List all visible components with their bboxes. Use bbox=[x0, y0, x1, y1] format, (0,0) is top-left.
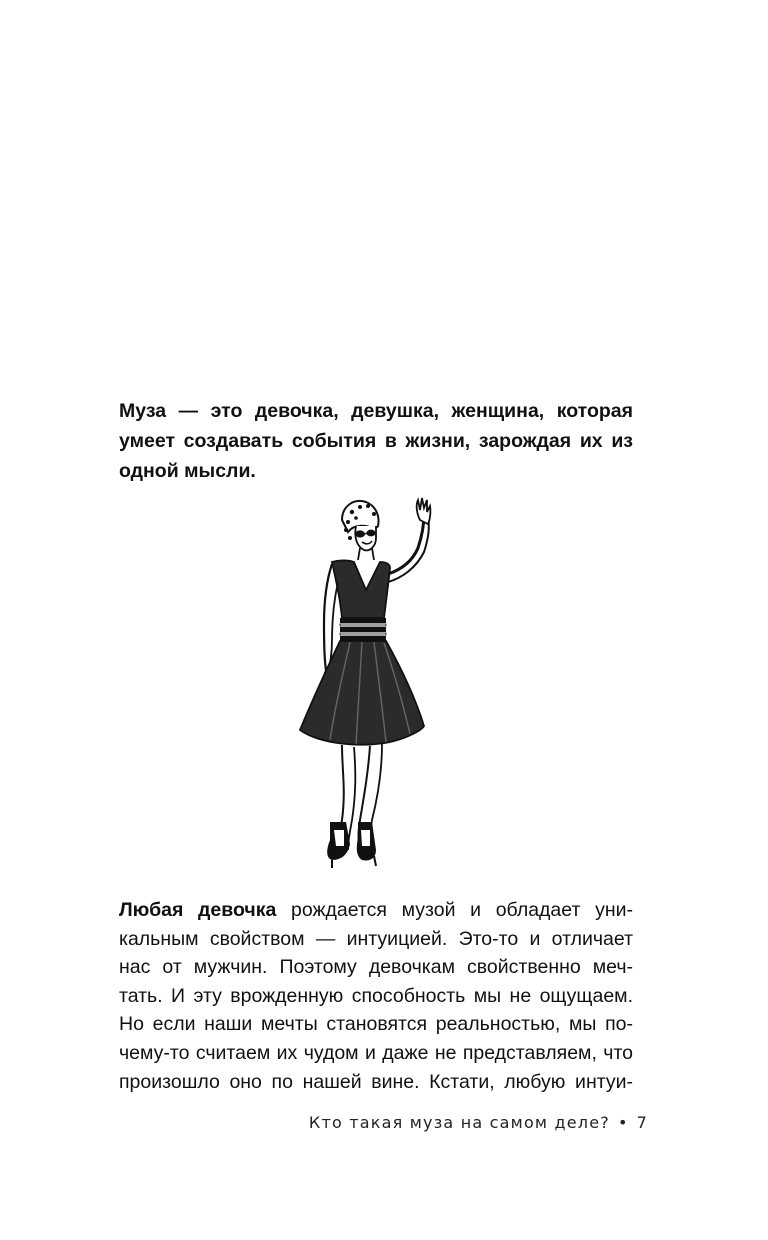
body-line: тать. И эту врожденную способность мы не ощущаем. bbox=[119, 984, 633, 1007]
bold-lead: Любая девочка bbox=[119, 899, 277, 921]
body-line-rest: рождается музой и обладает уни- bbox=[276, 899, 633, 921]
body-line: нас от мужчин. Поэтому девочкам свойственно меч- bbox=[119, 956, 633, 979]
page-number: 7 bbox=[636, 1113, 648, 1132]
body-line: кальным свойством — интуицией. Это-то и отличает bbox=[119, 927, 633, 950]
epigraph-line: одной мысли. bbox=[119, 460, 256, 482]
woman-in-dress-waving-illustration bbox=[290, 490, 440, 870]
illustration-svg bbox=[290, 490, 440, 870]
epigraph-line: умеет создавать события в жизни, зарождая их из bbox=[119, 430, 633, 452]
body-line: Но если наши мечты становятся реальностью, мы по- bbox=[119, 1013, 633, 1036]
body-line: произошло оно по нашей вине. Кстати, любую интуи- bbox=[119, 1070, 633, 1093]
bullet-separator: • bbox=[617, 1113, 629, 1132]
body-line bbox=[119, 896, 633, 925]
body-line: чему-то считаем их чудом и даже не представляем, что bbox=[119, 1041, 633, 1064]
epigraph-line: Муза — это девочка, девушка, женщина, которая bbox=[119, 400, 633, 422]
running-title: Кто такая муза на самом деле? bbox=[308, 1113, 610, 1132]
epigraph bbox=[119, 396, 633, 486]
body-paragraph bbox=[119, 896, 633, 1096]
page-footer bbox=[309, 1113, 648, 1132]
